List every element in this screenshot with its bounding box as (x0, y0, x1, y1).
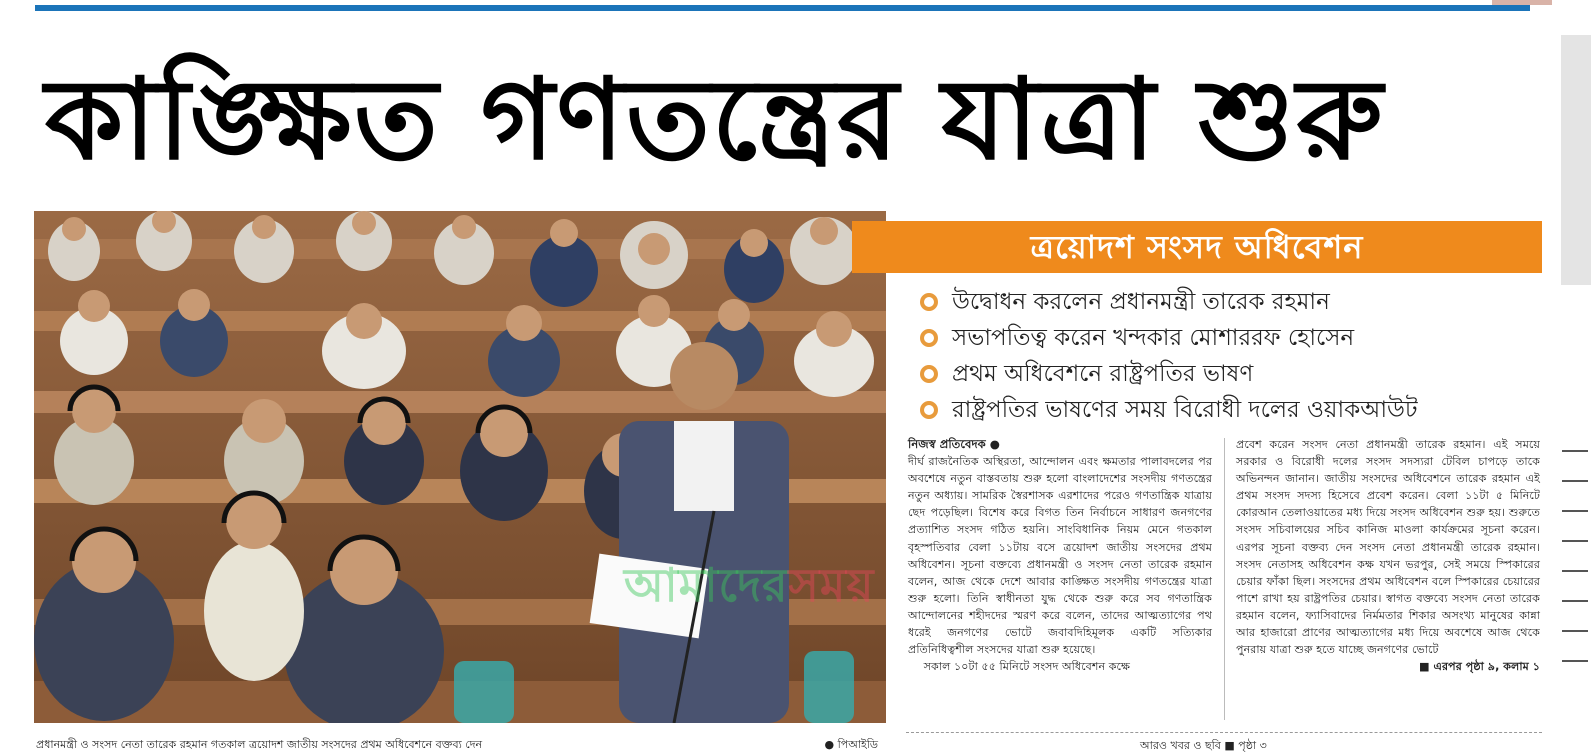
bottom-rule (906, 732, 1542, 734)
adjacent-text-line (1562, 600, 1588, 602)
highlight-item (918, 392, 1538, 428)
adjacent-text-line (1562, 660, 1588, 662)
top-rule (35, 5, 1530, 11)
article-body (906, 436, 1542, 728)
page-edge-fragment (1492, 0, 1552, 5)
watermark-part-2: সময় (788, 558, 875, 612)
continuation-link[interactable]: ■ এরপর পৃষ্ঠা ৯, কলাম ১ (1419, 660, 1540, 674)
parliament-photo (34, 211, 886, 723)
adjacent-text-line (1562, 570, 1588, 572)
parliament-photo-drawing (34, 211, 886, 723)
bullet-ring-icon (920, 293, 938, 311)
article-paragraph-1: দীর্ঘ রাজনৈতিক অস্থিরতা, আন্দোলন এবং ক্ষমতার পালাবদলের পর অবশেষে নতুন বাস্তবতায় শুরু হলো বাংলাদেশের সংসদীয় গণতন্ত্রের নতুন অধ্যায়। সামরিক স্বৈরশাসক এরশাদের পরেও গণতান্ত্রিক যাত্রায় ছেদ পড়েছিল। বিশেষ করে বিগত তিন নির্বাচনে সাধারণ জনগণের প্রত্যাশিত সংসদ গঠিত হয়নি। সাংবিধানিক নিয়ম মেনে গতকাল বৃহস্পতিবার বেলা ১১টায় বসে ত্রয়োদশ জাতীয় সংসদের প্রথম অধিবেশন। সূচনা বক্তব্যে প্রধানমন্ত্রী ও সংসদ নেতা তারেক রহমান বলেন, আজ থেকে দেশে আবার কাঙ্ক্ষিত সংসদীয় গণতন্ত্রের যাত্রা শুরু হলো। তিনি স্বাধীনতা যুদ্ধ থেকে শুরু করে সব গণতান্ত্রিক আন্দোলনের শহীদদের স্মরণ করে বলেন, তাদের আত্মত্যাগের পথ ধরেই জনগণের ভোটে জবাবদিহিমূলক একটি সত্যিকার প্রতিনিধিত্বশীল সংসদের যাত্রা শুরু হয়েছে। (908, 455, 1212, 657)
bullet-ring-icon (920, 401, 938, 419)
adjacent-text-line (1562, 510, 1588, 512)
adjacent-page-edge (1558, 30, 1593, 756)
adjacent-text-line (1562, 540, 1588, 542)
highlights-list (918, 284, 1538, 428)
article-column-1 (908, 436, 1212, 675)
adjacent-text-line (1562, 630, 1588, 632)
highlight-text: প্রথম অধিবেশনে রাষ্ট্রপতির ভাষণ (952, 361, 1254, 387)
highlight-item (918, 356, 1538, 392)
bullet-ring-icon (920, 329, 938, 347)
session-banner: ত্রয়োদশ সংসদ অধিবেশন (852, 221, 1542, 273)
photo-caption: প্রধানমন্ত্রী ও সংসদ নেতা তারেক রহমান গতকাল ত্রয়োদশ জাতীয় সংসদের প্রথম অধিবেশনে বক্তব্য দেন (36, 738, 483, 751)
byline: নিজস্ব প্রতিবেদক ● (908, 437, 1000, 451)
column-divider (1224, 438, 1225, 720)
highlight-text: রাষ্ট্রপতির ভাষণের সময় বিরোধী দলের ওয়াকআউট (952, 397, 1418, 423)
headline: কাঙ্ক্ষিত গণতন্ত্রের যাত্রা শুরু (45, 54, 1385, 185)
bullet-ring-icon (920, 365, 938, 383)
adjacent-text-line (1562, 450, 1588, 452)
more-news-hint: আরও খবর ও ছবি ■ পৃষ্ঠা ৩ (1140, 739, 1267, 752)
highlight-text: সভাপতিত্ব করেন খন্দকার মোশাররফ হোসেন (952, 325, 1355, 351)
photo-caption-row (34, 734, 886, 754)
watermark-part-1: আমাদের (624, 558, 789, 612)
adjacent-photo-fragment (1561, 35, 1591, 285)
article-column-2 (1236, 436, 1540, 675)
highlight-item (918, 284, 1538, 320)
highlight-text: উদ্বোধন করলেন প্রধানমন্ত্রী তারেক রহমান (952, 289, 1330, 315)
highlight-item (918, 320, 1538, 356)
photo-credit: ● পিআইডি (824, 738, 878, 751)
adjacent-text-line (1562, 480, 1588, 482)
article-paragraph-3: প্রবেশ করেন সংসদ নেতা প্রধানমন্ত্রী তারেক রহমান। এই সময়ে সরকার ও বিরোধী দলের সংসদ সদস্যরা টেবিল চাপড়ে তাকে অভিনন্দন জানান। জাতীয় সংসদের অধিবেশনে তারেক রহমান এই প্রথম সংসদ সদস্য হিসেবে প্রবেশ করেন। বেলা ১১টা ৫ মিনিটে কোরআন তেলাওয়াতের মধ্য দিয়ে সংসদ অধিবেশন শুরু হয়। শুরুতে সংসদ সচিবালয়ের সচিব কানিজ মাওলা কার্যক্রমের সূচনা করেন। এরপর সূচনা বক্তব্য দেন সংসদ নেতা প্রধানমন্ত্রী তারেক রহমান। সংসদ নেতাসহ অধিবেশন কক্ষ যখন ভরপুর, সেই সময়ে স্পিকারের চেয়ার ফাঁকা ছিল। সংসদের প্রথম অধিবেশন বলে স্পিকারের চেয়ারের পাশে রাখা হয় রাষ্ট্রপতির চেয়ার। স্বাগত বক্তব্যে সংসদ নেতা তারেক রহমান বলেন, ফ্যাসিবাদের নির্মমতার শিকার অসংখ্য মানুষের কান্না আর হাজারো প্রাণের আত্মত্যাগের মধ্য দিয়ে অবশেষে আজ থেকে পুনরায় যাত্রা শুরু হতে যাচ্ছে জনগণের ভোটে (1236, 438, 1540, 657)
article-paragraph-2: সকাল ১০টা ৫৫ মিনিটে সংসদ অধিবেশন কক্ষে (923, 660, 1131, 674)
